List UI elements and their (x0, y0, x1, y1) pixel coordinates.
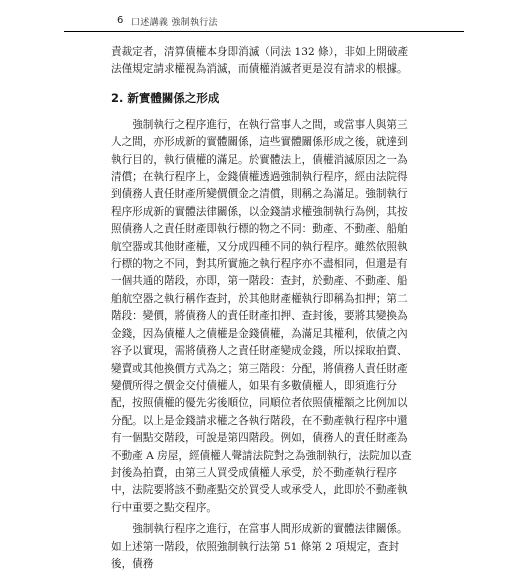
page-body (111, 44, 413, 573)
paragraph-continuation: 責裁定者，清算債權本身即消滅（同法 132 條），非如上開破產法僅規定請求權視為消滅，而債權消滅者更是沒有請求的根據。 (111, 46, 409, 76)
page-header (0, 12, 520, 38)
header-rule (64, 31, 464, 32)
paragraph-next: 強制執行程序之進行，在當事人間形成新的實體法律關係。如上述第一階段，依照強制執行法第 51 條第 2 項規定，查封後，債務 (111, 523, 408, 570)
running-title: 口述講義 強制執行法 (131, 18, 218, 28)
section-heading: 2. 新實體關係之形成 (111, 90, 220, 105)
page-number: 6 (117, 15, 124, 26)
paragraph-main: 強制執行之程序進行，在執行當事人之間，或當事人與第三人之間，亦形成新的實體關係，這些實體關係形成之後，就達到執行目的，執行債權的滿足。於實體法上，債權消滅原因之一為清償；在執行程序上，金錢債權透過強制執行程序，經由法院得到債務人責任財產所變價價金之清償，則稱之為滿足。強制執行程序形成新的實體法律關係，以金錢請求權強制執行為例，其按照債務人之責任財產即執行標的物之不同：動產、不動產、船舶航空器或其他財產權，又分成四種不同的執行程序。雖然依照執行標的物之不同，對其所實施之執行程序亦不盡相同，但還是有一個共通的階段，亦即，第一階段：查封，於動產、不動產、船舶航空器之執行稱作查封，於其他財產權執行即稱為扣押；第二階段：變價，將債務人的責任財產扣押、查封後，要將其變換為金錢，因為債權人之債權是金錢債權，為滿足其權利，依債之內容予以實現，需將債務人之責任財產變成金錢，所以採取拍賣、變賣或其他換價方式為之；第三階段：分配，將債務人責任財產變價所得之價金交付債權人，如果有多數債權人，即須進行分配，按照債權的優先劣後順位，同順位者依照債權額之比例加以分配。以上是金錢請求權之各執行階段，在不動產執行程序中還有一個點交階段，可說是第四階段。例如，債務人的責任財產為不動產 A 房屋，經債權人聲請法院對之為強制執行，法院加以查封後為拍賣，由第三人買受成債權人承受，於不動產執行程序中，法院要將該不動產點交於買受人或承受人，此即於不動產執行中重要之點交程序。 (111, 118, 412, 514)
